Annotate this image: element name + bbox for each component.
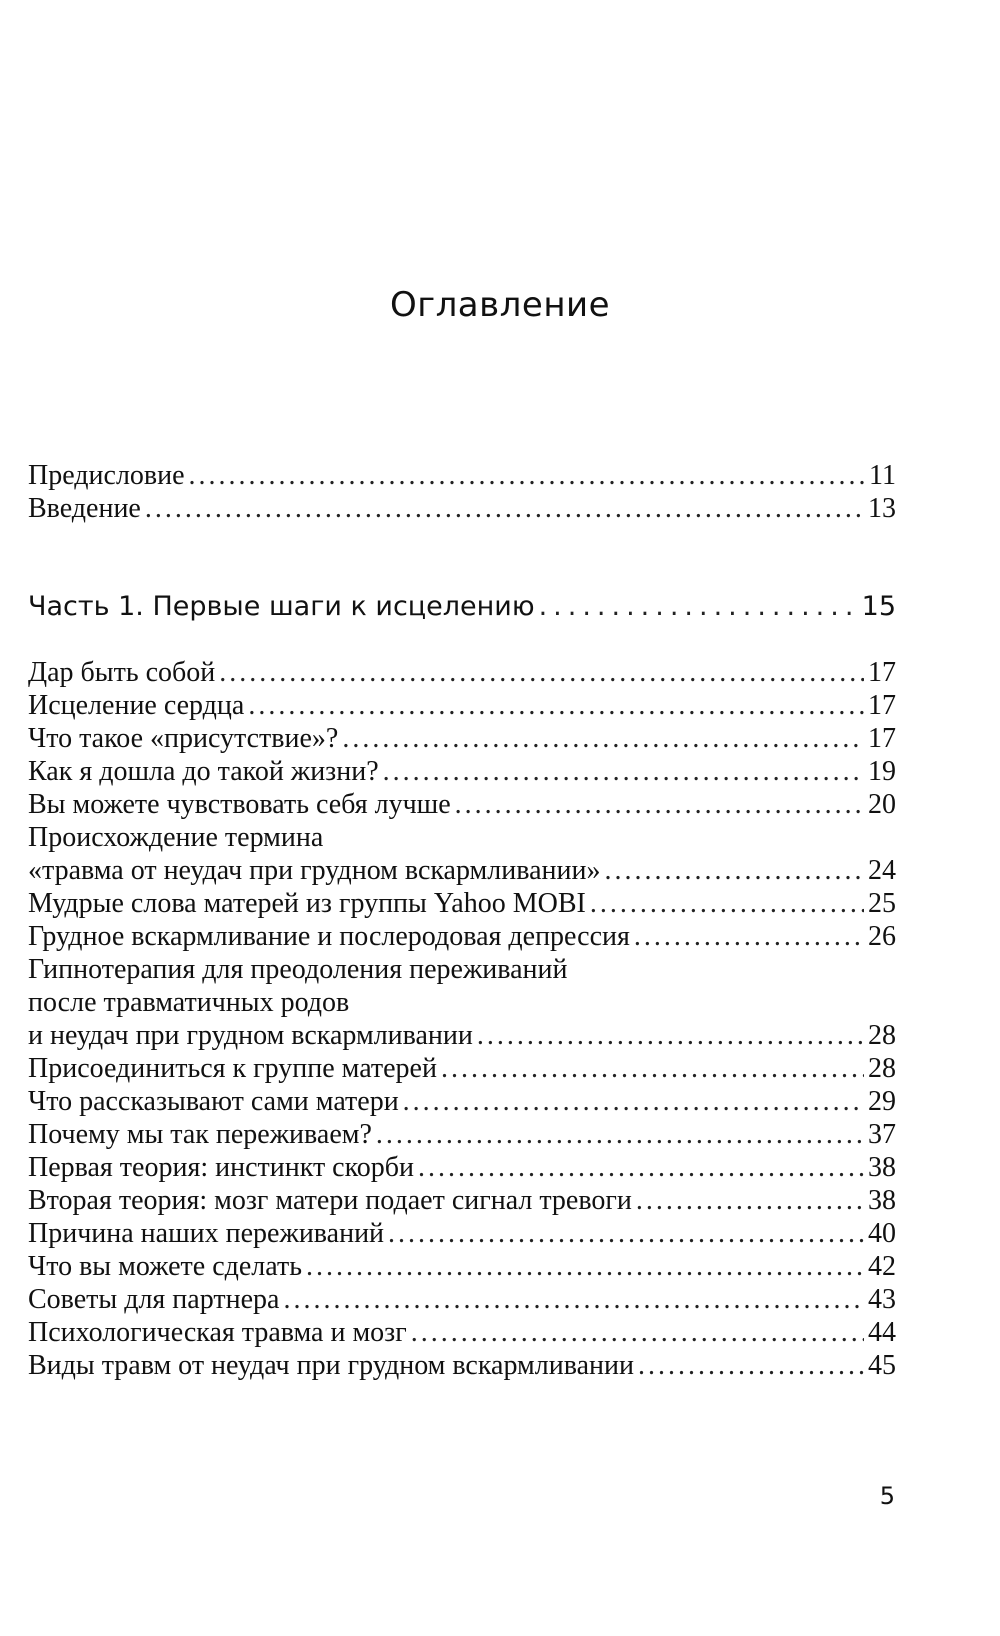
toc-entry-title: Причина наших переживаний — [28, 1218, 385, 1249]
toc-entry-title: Присоединиться к группе матерей — [28, 1053, 437, 1084]
toc-entry-page: 24 — [868, 855, 896, 886]
page-title: Оглавление — [389, 285, 611, 325]
toc-entry-title: Первая теория: инстинкт скорби — [28, 1152, 415, 1183]
toc-entry-title: Как я дошла до такой жизни? — [28, 756, 379, 787]
toc-entry-page: 17 — [868, 657, 896, 688]
toc-entry-page: 40 — [868, 1218, 896, 1249]
leader-dots — [306, 1250, 864, 1284]
toc-entry-title: Что рассказывают сами матери — [28, 1086, 399, 1117]
toc-entry[interactable] — [28, 854, 896, 888]
toc-entry[interactable] — [28, 788, 896, 822]
leader-dots — [418, 1151, 864, 1185]
toc-entry-page: 43 — [868, 1284, 896, 1315]
toc-entry-title: Грудное вскармливание и послеродовая депрессия — [28, 921, 630, 952]
leader-dots — [411, 1316, 864, 1350]
toc-entry-page: 38 — [868, 1185, 896, 1216]
toc-entry-page: 45 — [868, 1350, 896, 1381]
toc-entry[interactable] — [28, 722, 896, 756]
toc-entry-page: 26 — [868, 921, 896, 952]
toc-entry[interactable] — [28, 887, 896, 921]
toc-entry[interactable] — [28, 1151, 896, 1185]
toc-entry[interactable] — [28, 1118, 896, 1152]
toc-entry-title: Психологическая травма и мозг — [28, 1317, 407, 1348]
toc-entry[interactable] — [28, 1052, 896, 1086]
toc-entry-page: 11 — [869, 460, 896, 491]
toc-entry-page: 38 — [868, 1152, 896, 1183]
toc-entry[interactable] — [28, 1217, 896, 1251]
leader-dots — [604, 854, 864, 888]
leader-dots — [590, 887, 864, 921]
toc-entry-introduction[interactable] — [28, 492, 896, 526]
toc-entry-title: Предисловие — [28, 460, 185, 491]
toc-entry-title: Советы для партнера — [28, 1284, 280, 1315]
leader-dots — [477, 1019, 864, 1053]
leader-dots — [219, 656, 864, 690]
toc-entry-title: «травма от неудач при грудном вскармливании» — [28, 855, 601, 886]
leader-dots — [403, 1085, 864, 1119]
toc-entry-page: 17 — [868, 723, 896, 754]
toc-entry-page: 28 — [868, 1020, 896, 1051]
toc-entry-page: 17 — [868, 690, 896, 721]
toc-entry-title: Исцеление сердца — [28, 690, 245, 721]
toc-entry-page: 44 — [868, 1317, 896, 1348]
leader-dots — [388, 1217, 864, 1251]
toc-entry-continuation[interactable] — [28, 821, 896, 855]
toc-entry-title: Дар быть собой — [28, 657, 216, 688]
toc-entry[interactable] — [28, 755, 896, 789]
toc-entry-title-line: Происхождение термина — [28, 822, 324, 853]
leader-dots — [145, 492, 864, 526]
toc-entry-title: Что такое «присутствие»? — [28, 723, 339, 754]
toc-entry[interactable] — [28, 656, 896, 690]
toc-entry-page: 20 — [868, 789, 896, 820]
toc-part-title: Часть 1. Первые шаги к исцелению — [28, 591, 535, 622]
toc-entry-title: Почему мы так переживаем? — [28, 1119, 372, 1150]
toc-entry-title: Виды травм от неудач при грудном вскармливании — [28, 1350, 634, 1381]
toc-entry-page: 19 — [868, 756, 896, 787]
leader-dots — [376, 1118, 864, 1152]
toc-entry-title: Что вы можете сделать — [28, 1251, 302, 1282]
toc-entry-page: 37 — [868, 1119, 896, 1150]
toc-entry[interactable] — [28, 1283, 896, 1317]
leader-dots — [342, 722, 864, 756]
toc-entry-title-line: после травматичных родов — [28, 987, 350, 1018]
leader-dots — [539, 587, 858, 627]
toc-entry-page: 29 — [868, 1086, 896, 1117]
toc-entry-page: 25 — [868, 888, 896, 919]
page-number: 5 — [879, 1482, 895, 1510]
toc-entry-title: Мудрые слова матерей из группы Yahoo MOBI — [28, 888, 586, 919]
toc-entry-preface[interactable] — [28, 459, 896, 493]
toc-entry[interactable] — [28, 1085, 896, 1119]
leader-dots — [636, 1184, 864, 1218]
toc-entry-continuation[interactable] — [28, 953, 896, 987]
toc-entry[interactable] — [28, 1184, 896, 1218]
toc-entry[interactable] — [28, 1019, 896, 1053]
leader-dots — [634, 920, 864, 954]
toc-entry-title: Вы можете чувствовать себя лучше — [28, 789, 451, 820]
leader-dots — [283, 1283, 864, 1317]
leader-dots — [189, 459, 865, 493]
toc-entry[interactable] — [28, 1250, 896, 1284]
leader-dots — [455, 788, 864, 822]
toc-entry-page: 42 — [868, 1251, 896, 1282]
toc-part-1[interactable] — [28, 587, 896, 627]
toc-entry-page: 28 — [868, 1053, 896, 1084]
leader-dots — [441, 1052, 864, 1086]
toc-entry-title-line: Гипнотерапия для преодоления переживаний — [28, 954, 568, 985]
toc-entry[interactable] — [28, 1316, 896, 1350]
leader-dots — [383, 755, 864, 789]
leader-dots — [248, 689, 864, 723]
toc-entry-title: и неудач при грудном вскармливании — [28, 1020, 473, 1051]
toc-part-page: 15 — [861, 591, 896, 622]
toc-entry-title: Вторая теория: мозг матери подает сигнал тревоги — [28, 1185, 632, 1216]
toc-entry-continuation[interactable] — [28, 986, 896, 1020]
toc-entry-page: 13 — [868, 493, 896, 524]
toc-entry[interactable] — [28, 1349, 896, 1383]
toc-entry[interactable] — [28, 689, 896, 723]
toc-entry[interactable] — [28, 920, 896, 954]
toc-entry-title: Введение — [28, 493, 141, 524]
leader-dots — [638, 1349, 864, 1383]
